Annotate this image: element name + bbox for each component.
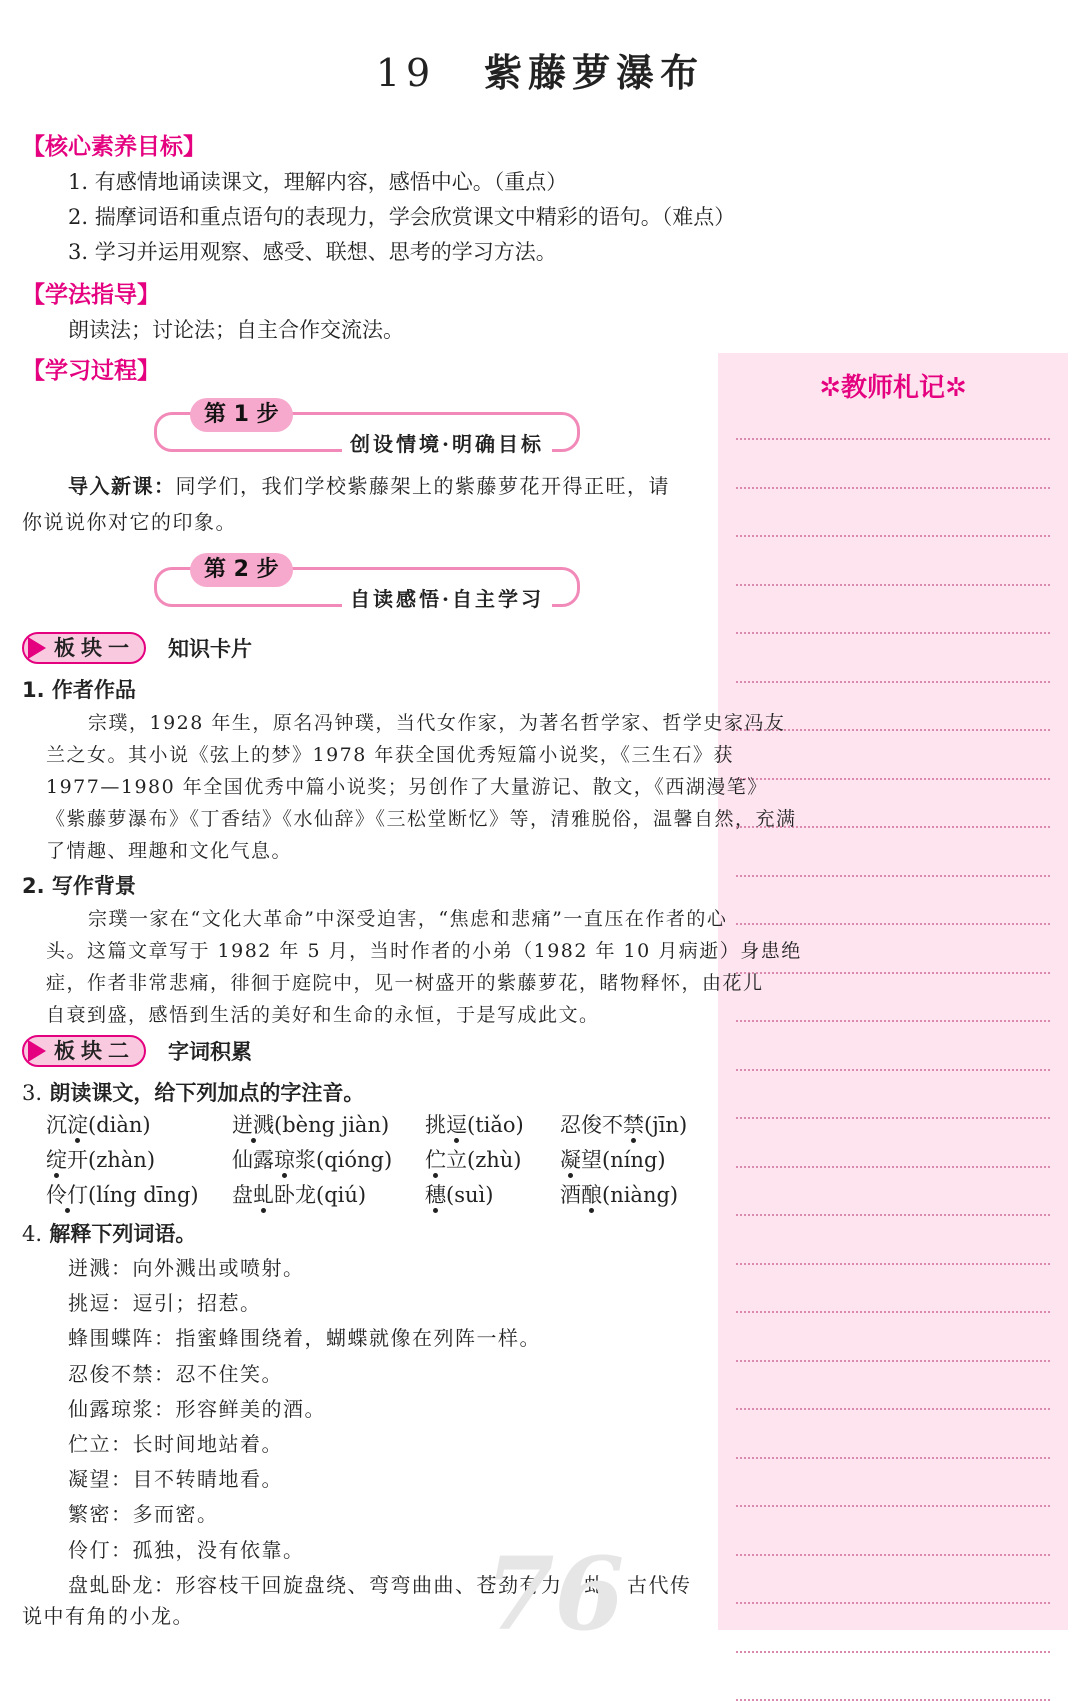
process-heading: 【学习过程】 <box>22 358 160 384</box>
author-line: 兰之女。其小说《弦上的梦》1978 年获全国优秀短篇小说奖，《三生石》获 <box>46 744 734 766</box>
goal-item: 3. 学习并运用观察、感受、联想、思考的学习方法。 <box>68 240 557 264</box>
author-heading: 1. 作者作品 <box>22 678 136 702</box>
method-text: 朗读法；讨论法；自主合作交流法。 <box>68 318 404 342</box>
intro-label: 导入新课： <box>68 474 176 498</box>
pinyin-item: 伫立(zhù) <box>425 1148 522 1172</box>
block-1-tag: 板块一 <box>22 632 146 664</box>
method-heading: 【学法指导】 <box>22 282 160 308</box>
pinyin-item: 穗(suì) <box>425 1183 494 1207</box>
notes-ruled-line <box>736 972 1050 974</box>
notes-ruled-line <box>736 1020 1050 1022</box>
notes-ruled-line <box>736 584 1050 586</box>
pinyin-item: 忍俊不禁(jīn) <box>560 1113 688 1137</box>
notes-ruled-line <box>736 1408 1050 1410</box>
teacher-notes-title: ✲教师札记✲ <box>819 373 967 403</box>
lesson-number: 19 <box>375 51 437 95</box>
notes-ruled-line <box>736 875 1050 877</box>
notes-ruled-line <box>736 1214 1050 1216</box>
teacher-notes-panel <box>718 353 1068 1630</box>
author-line: 宗璞，1928 年生，原名冯钟璞，当代女作家，为著名哲学家、哲学史家冯友 <box>88 712 786 734</box>
goal-item: 2. 揣摩词语和重点语句的表现力，学会欣赏课文中精彩的语句。（难点） <box>68 205 736 229</box>
pinyin-item: 绽开(zhàn) <box>46 1148 156 1172</box>
pinyin-item: 迸溅(bèng jiàn) <box>232 1113 390 1137</box>
page-number: 76 <box>485 1535 625 1653</box>
author-line: 1977—1980 年全国优秀中篇小说奖；另创作了大量游记、散文，《西湖漫笔》 <box>46 776 768 798</box>
notes-ruled-line <box>736 923 1050 925</box>
definition-item: 繁密：多而密。 <box>68 1502 219 1527</box>
notes-ruled-line <box>736 778 1050 780</box>
definition-item: 忍俊不禁：忍不住笑。 <box>68 1361 283 1386</box>
pinyin-item: 凝望(níng) <box>560 1148 666 1172</box>
definition-item: 伫立：长时间地站着。 <box>68 1432 283 1456</box>
notes-ruled-line <box>736 1069 1050 1071</box>
step-2-subtitle: 自读感悟·自主学习 <box>342 583 552 612</box>
notes-ruled-line <box>736 1505 1050 1507</box>
step-1-label: 第 1 步 <box>190 398 293 432</box>
question-4: 4. 解释下列词语。 <box>22 1222 197 1246</box>
step-2-label: 第 2 步 <box>190 553 293 587</box>
notes-ruled-line <box>736 535 1050 537</box>
step-1-subtitle: 创设情境·明确目标 <box>342 428 552 457</box>
background-line: 宗璞一家在“文化大革命”中深受迫害，“焦虑和悲痛”一直压在作者的心 <box>88 908 728 930</box>
definition-item: 蜂围蝶阵：指蜜蜂围绕着，蝴蝶就像在列阵一样。 <box>68 1326 541 1351</box>
author-line: 《紫藤萝瀑布》《丁香结》《水仙辞》《三松堂断忆》等，清雅脱俗，温馨自然，充满 <box>46 808 797 830</box>
pinyin-item: 伶仃(líng dīng) <box>46 1183 199 1207</box>
pinyin-item: 酒酿(niàng) <box>560 1183 679 1207</box>
lesson-title: 紫藤萝瀑布 <box>484 50 705 95</box>
notes-ruled-line <box>736 632 1050 634</box>
pinyin-item: 沉淀(diàn) <box>46 1113 151 1137</box>
background-heading: 2. 写作背景 <box>22 874 136 898</box>
background-line: 自衰到盛，感悟到生活的美好和生命的永恒，于是写成此文。 <box>46 1004 600 1026</box>
notes-ruled-line <box>736 1554 1050 1556</box>
notes-ruled-line <box>736 1263 1050 1265</box>
goal-item: 1. 有感情地诵读课文，理解内容，感悟中心。（重点） <box>68 170 568 194</box>
pinyin-item: 仙露琼浆(qióng) <box>232 1148 393 1172</box>
definition-item: 盘虬卧龙：形容枝干回旋盘绕、弯弯曲曲、苍劲有力。虬，古代传 <box>68 1572 692 1597</box>
notes-ruled-line <box>736 1457 1050 1459</box>
notes-ruled-line <box>736 1166 1050 1168</box>
definition-item: 迸溅：向外溅出或喷射。 <box>68 1256 305 1280</box>
background-line: 头。这篇文章写于 1982 年 5 月，当时作者的小弟（1982 年 10 月病逝）身患绝 <box>46 940 802 962</box>
notes-ruled-line <box>736 681 1050 683</box>
author-line: 了情趣、理趣和文化气息。 <box>46 840 293 862</box>
definition-tail: 说中有角的小龙。 <box>22 1604 194 1628</box>
definition-item: 挑逗：逗引；招惹。 <box>68 1291 262 1316</box>
notes-ruled-line <box>736 1651 1050 1653</box>
question-3: 3. 朗读课文，给下列加点的字注音。 <box>22 1081 365 1105</box>
notes-ruled-line <box>736 487 1050 489</box>
intro-text: 同学们，我们学校紫藤架上的紫藤萝花开得正旺，请 <box>175 474 670 498</box>
block-1-label: 知识卡片 <box>168 637 252 661</box>
goals-heading: 【核心素养目标】 <box>22 134 206 160</box>
block-2-tag: 板块二 <box>22 1035 146 1067</box>
intro-line-2: 你说说你对它的印象。 <box>22 510 237 534</box>
notes-ruled-line <box>736 1360 1050 1362</box>
pinyin-item: 盘虬卧龙(qiú) <box>232 1183 367 1207</box>
notes-ruled-line <box>736 1311 1050 1313</box>
definition-item: 仙露琼浆：形容鲜美的酒。 <box>68 1396 326 1421</box>
notes-ruled-line <box>736 1117 1050 1119</box>
notes-ruled-line <box>736 1602 1050 1604</box>
background-line: 症，作者非常悲痛，徘徊于庭院中，见一树盛开的紫藤萝花，睹物释怀，由花儿 <box>46 972 764 994</box>
block-2-label: 字词积累 <box>168 1040 252 1064</box>
pinyin-item: 挑逗(tiǎo) <box>425 1113 524 1137</box>
definition-item: 伶仃：孤独，没有依靠。 <box>68 1537 305 1562</box>
definition-item: 凝望：目不转睛地看。 <box>68 1467 283 1492</box>
notes-ruled-line <box>736 438 1050 440</box>
